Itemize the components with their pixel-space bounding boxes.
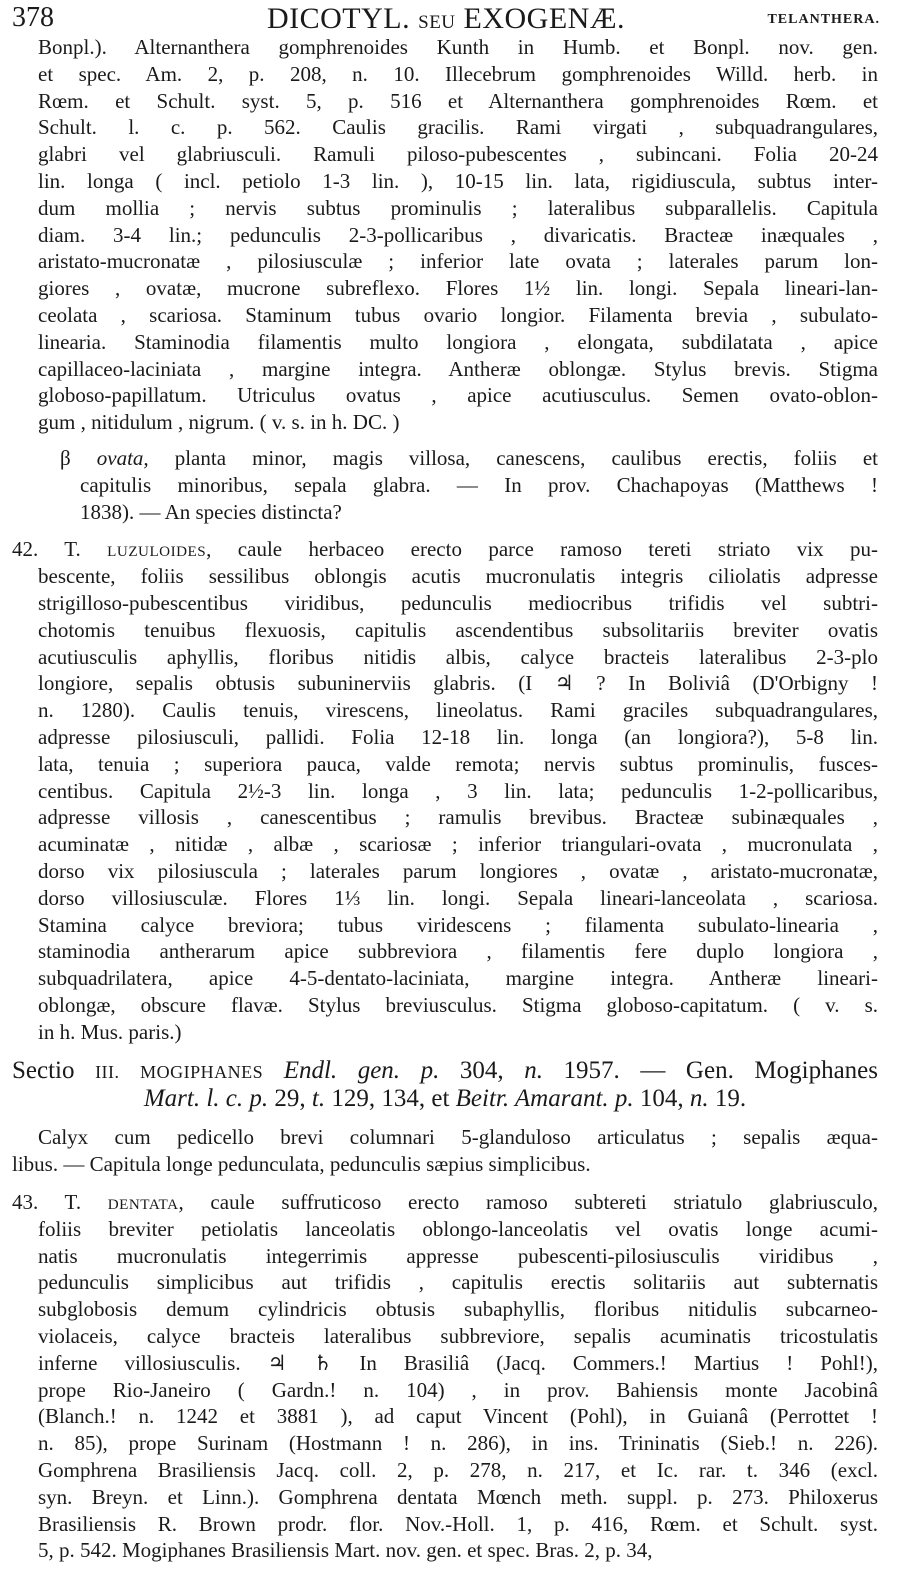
species-42-paragraph [0, 536, 900, 1045]
text-line: violaceis, calyce bracteis lateralibus subbreviore, sepalis acuminatis tricostulatis [38, 1324, 878, 1349]
small-caps-text: III. [95, 1062, 120, 1083]
italic-text: t. [311, 1085, 326, 1113]
text-line: globoso-papillatum. Utriculus ovatus , apice acutiusculus. Semen ovato-oblon- [38, 383, 878, 408]
text-line: 5, p. 542. Mogiphanes Brasiliensis Mart. nov. gen. et spec. Bras. 2, p. 34, [38, 1538, 653, 1563]
text-line: in h. Mus. paris.) [38, 1019, 182, 1044]
title-part-2: EXOGENÆ. [463, 2, 626, 35]
text-line [12, 1085, 878, 1113]
text-line: strigilloso-pubescentibus viridibus, pedunculis mediocribus trifidis vel subtri- [38, 590, 878, 615]
text-line: Stamina calyce breviora; tubus viridescens ; filamenta subulato-linearia , [38, 912, 878, 937]
text-run: , caule suffruticoso erecto ramoso subtereti striatulo glabriusculo, [178, 1190, 879, 1215]
running-head-genus: TELANTHERA. [767, 12, 880, 27]
page-body [0, 34, 900, 1564]
text-line: syn. Breyn. et Linn.). Gomphrena dentata Mœnch meth. suppl. p. 273. Philoxerus [38, 1484, 878, 1509]
text-line: chotomis tenuibus flexuosis, capitulis ascendentibus subsolitariis breviter ovatis [38, 617, 878, 642]
text-run: 129, 134, et [325, 1085, 456, 1113]
text-line: longiore, sepalis obtusis subuninerviis glabris. (I ♃ ? In Boliviâ (D'Orbigny ! [38, 671, 878, 696]
text-line: bescente, foliis sessilibus oblongis acutis mucronulatis integris ciliolatis adpresse [38, 564, 878, 589]
text-line: 1838). — An species distincta? [80, 499, 342, 524]
small-caps-text: MOGIPHANES [140, 1062, 264, 1083]
text-run [263, 1057, 284, 1084]
italic-text: n. [524, 1057, 543, 1085]
text-line: foliis breviter petiolatis lanceolatis oblongo-lanceolatis vel ovatis longe acumi- [38, 1216, 878, 1241]
text-line [12, 1189, 878, 1216]
page-number: 378 [12, 2, 54, 33]
text-run: , caule herbaceo erecto parce ramoso tereti striato vix pu- [206, 537, 878, 562]
text-line [12, 536, 878, 563]
text-line: subquadrilatera, apice 4-5-dentato-laciniata, margine integra. Antheræ lineari- [38, 966, 878, 991]
text-line: staminodia antherarum apice subbreviora , filamentis fere duplo longiora , [38, 939, 878, 964]
text-line: et spec. Am. 2, p. 208, n. 10. Illecebrum gomphrenoides Willd. herb. in [38, 61, 878, 86]
italic-text: Endl. gen. p. [283, 1057, 440, 1085]
text-run: β [60, 445, 97, 470]
text-line: Rœm. et Schult. syst. 5, p. 516 et Alternanthera gomphrenoides Rœm. et [38, 88, 878, 113]
text-line: ceolata , scariosa. Staminum tubus ovario longior. Filamenta brevia , subulato- [38, 302, 878, 327]
text-line: Schult. l. c. p. 562. Caulis gracilis. Rami virgati , subquadrangulares, [38, 115, 878, 140]
text-line: subglobosis demum cylindricis obtusis subaphyllis, floribus nitidulis subcarneo- [38, 1297, 878, 1322]
text-line: inferne villosiusculis. ♃ ♄ In Brasiliâ (Jacq. Commers.! Martius ! Pohl!), [38, 1350, 878, 1375]
italic-text: n. [689, 1085, 709, 1113]
text-line: lin. longa ( incl. petiolo 1-3 lin. ), 10-15 lin. lata, rigidiuscula, subtus inter- [38, 168, 878, 193]
text-line: linearia. Staminodia filamentis multo longiora , elongata, subdilatata , apice [38, 329, 878, 354]
text-line: capitulis minoribus, sepala glabra. — In prov. Chachapoyas (Matthews ! [80, 472, 878, 497]
text-run: 1957. — Gen. Mogiphanes [543, 1057, 878, 1085]
italic-text: ovata, [96, 445, 149, 470]
text-line [12, 1057, 878, 1085]
text-line: Gomphrena Brasiliensis Jacq. coll. 2, p. 278, n. 217, et Ic. rar. t. 346 (excl. [38, 1458, 878, 1483]
small-caps-text: LUZULOIDES [107, 544, 207, 561]
text-line: acutiusculis aphyllis, floribus nitidis albis, calyce bracteis lateralibus 2-3-plo [38, 644, 878, 669]
section-heading [0, 1057, 900, 1113]
text-line: prope Rio-Janeiro ( Gardn.! n. 104) , in prov. Bahiensis monte Jacobinâ [38, 1377, 878, 1402]
text-run: 29, [268, 1085, 312, 1113]
paragraph-continued [0, 34, 900, 436]
text-line: lata, tenuia ; superiora pauca, valde remota; nervis subtus prominulis, fusces- [38, 751, 878, 776]
text-run [120, 1057, 141, 1084]
text-line: Calyx cum pedicello brevi columnari 5-glanduloso articulatus ; sepalis æqua- [38, 1125, 878, 1150]
variety-beta-paragraph [0, 445, 900, 525]
text-run: 304, [439, 1057, 525, 1085]
text-line: aristato-mucronatæ , pilosiusculæ ; inferior late ovata ; laterales parum lon- [38, 249, 878, 274]
text-line [60, 445, 878, 472]
text-line: giores , ovatæ, mucrone subreflexo. Flores 1½ lin. longi. Sepala lineari-lan- [38, 276, 878, 301]
text-run: 42. T. [12, 537, 108, 562]
text-line: diam. 3-4 lin.; pedunculis 2-3-pollicaribus , divaricatis. Bracteæ inæquales , [38, 222, 878, 247]
text-line: dorso vix pilosiuscula ; laterales parum longiores , ovatæ , aristato-mucronatæ, [38, 858, 878, 883]
text-run: 43. T. [12, 1190, 108, 1215]
text-line: gum , nitidulum , nigrum. ( v. s. in h. DC. ) [38, 410, 400, 435]
text-line: acuminatæ , nitidæ , albæ , scariosæ ; inferior triangulari-ovata , mucronulata , [38, 832, 878, 857]
text-line: libus. — Capitula longe pedunculata, pedunculis sæpius simplicibus. [12, 1152, 591, 1177]
text-line: oblongæ, obscure flavæ. Stylus breviusculus. Stigma globoso-capitatum. ( v. s. [38, 992, 878, 1017]
text-line: n. 85), prope Surinam (Hostmann ! n. 286), in ins. Trininatis (Sieb.! n. 226). [38, 1431, 878, 1456]
text-line: Brasiliensis R. Brown prodr. flor. Nov.-Holl. 1, p. 416, Rœm. et Schult. syst. [38, 1511, 878, 1536]
text-line: pedunculis simplicibus aut trifidis , capitulis erectis solitariis aut subternatis [38, 1270, 878, 1295]
text-line: glabri vel glabriusculi. Ramuli piloso-pubescentes , subincani. Folia 20-24 [38, 142, 878, 167]
text-line: dum mollia ; nervis subtus prominulis ; lateralibus subparallelis. Capitula [38, 195, 878, 220]
text-line: adpresse pilosiusculi, pallidi. Folia 12-18 lin. longa (an longiora?), 5-8 lin. [38, 724, 878, 749]
text-line: dorso villosiusculæ. Flores 1⅓ lin. longi. Sepala lineari-lanceolata , scariosa. [38, 885, 878, 910]
text-run: Sectio [12, 1057, 96, 1085]
species-43-paragraph [0, 1189, 900, 1564]
text-line: n. 1280). Caulis tenuis, virescens, lineolatus. Rami graciles subquadrangulares, [38, 698, 878, 723]
text-run: 104, [633, 1085, 690, 1113]
running-title [12, 2, 880, 36]
italic-text: Beitr. Amarant. p. [455, 1085, 634, 1113]
small-caps-text: DENTATA [107, 1197, 179, 1214]
title-part-1: DICOTYL. [266, 2, 411, 35]
text-line: capillaceo-laciniata , margine integra. Antheræ oblongæ. Stylus brevis. Stigma [38, 356, 878, 381]
text-line: centibus. Capitula 2½-3 lin. longa , 3 lin. lata; pedunculis 1-2-pollicaribus, [38, 778, 878, 803]
text-line: adpresse villosis , canescentibus ; ramulis brevibus. Bracteæ subinæquales , [38, 805, 878, 830]
italic-text: Mart. l. c. p. [143, 1085, 269, 1113]
page-header [12, 2, 880, 34]
text-run: 19. [708, 1085, 747, 1113]
text-line: natis mucronulatis integerrimis appresse pubescenti-pilosiusculis viridibus , [38, 1243, 878, 1268]
text-line: (Blanch.! n. 1242 et 3881 ), ad caput Vincent (Pohl), in Guianâ (Perrottet ! [38, 1404, 878, 1429]
section-description [0, 1124, 900, 1178]
title-seu: SEU [418, 12, 456, 33]
text-line: Bonpl.). Alternanthera gomphrenoides Kunth in Humb. et Bonpl. nov. gen. [38, 35, 878, 59]
text-run: planta minor, magis villosa, canescens, caulibus erectis, foliis et [148, 445, 879, 470]
